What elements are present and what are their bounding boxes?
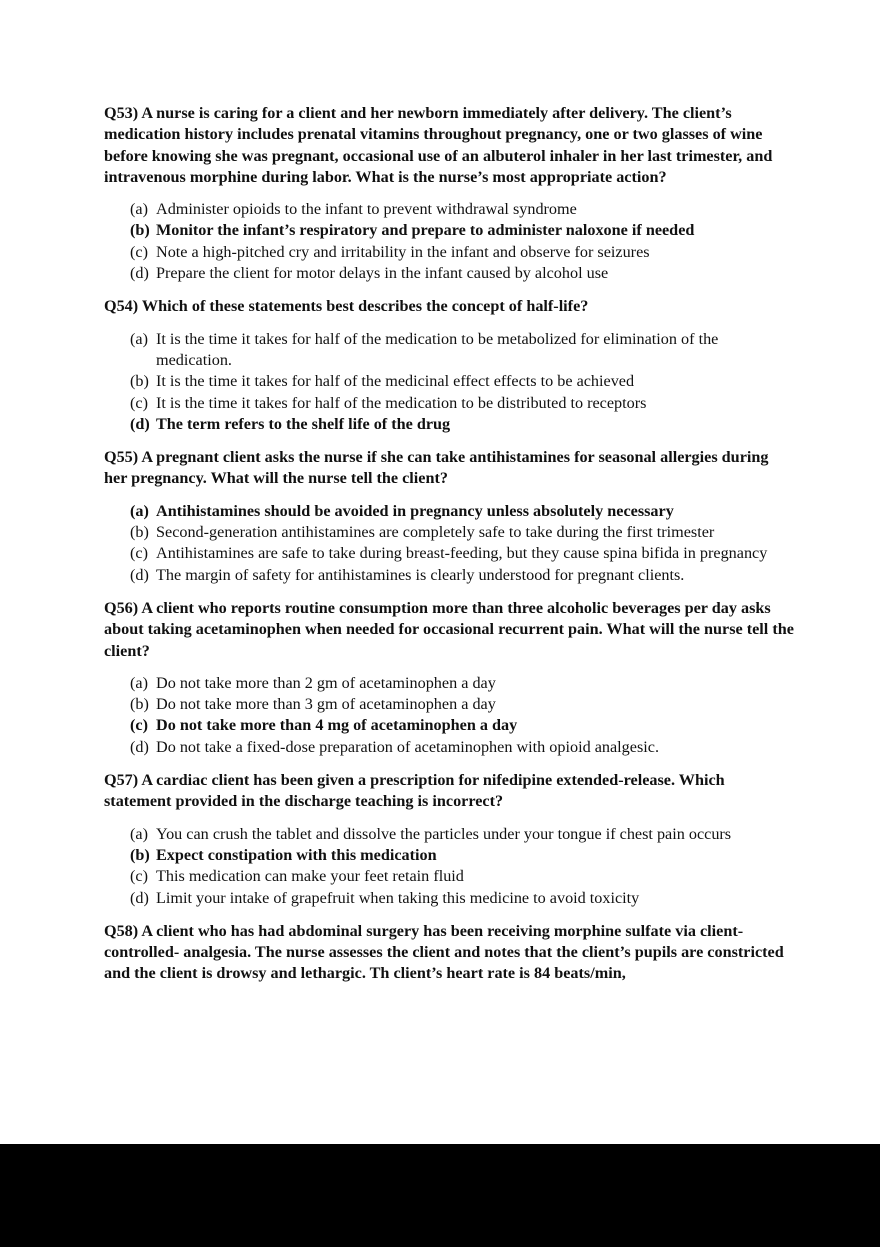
option-text: Expect constipation with this medication bbox=[156, 845, 437, 864]
option-c bbox=[130, 242, 794, 263]
option-a bbox=[130, 199, 794, 220]
question-text: Q58) A client who has had abdominal surgery has been receiving morphine sulfate via client-controlled- analgesia. The nurse assesses the client and notes that the client’s pupils are constricted and the client is drowsy and lethargic. Th client’s heart rate is 84 beats/min, bbox=[104, 921, 784, 983]
options-list bbox=[104, 824, 794, 909]
option-text: Antihistamines are safe to take during breast-feeding, but they cause spina bifida in pregnancy bbox=[156, 544, 768, 563]
question-q54 bbox=[104, 296, 794, 435]
option-letter: (d) bbox=[130, 264, 149, 283]
question-q56 bbox=[104, 598, 794, 758]
option-a bbox=[130, 329, 794, 372]
option-c bbox=[130, 866, 794, 887]
question-text: Q57) A cardiac client has been given a prescription for nifedipine extended-release. Which statement provided in the discharge teaching is incorrect? bbox=[104, 771, 725, 811]
option-letter: (a) bbox=[130, 824, 148, 843]
option-letter: (b) bbox=[130, 372, 149, 391]
options-list bbox=[104, 673, 794, 758]
option-letter: (d) bbox=[130, 565, 149, 584]
option-c bbox=[130, 543, 794, 564]
option-b bbox=[130, 371, 794, 392]
option-text: This medication can make your feet retain fluid bbox=[156, 867, 464, 886]
option-text: The margin of safety for antihistamines is clearly understood for pregnant clients. bbox=[156, 565, 685, 584]
black-letterbox-band bbox=[0, 1144, 880, 1247]
option-a-highlighted bbox=[130, 501, 794, 522]
option-d bbox=[130, 737, 794, 758]
option-letter: (c) bbox=[130, 242, 148, 261]
option-text: Do not take more than 4 mg of acetaminophen a day bbox=[156, 716, 518, 735]
option-text: It is the time it takes for half of the medication to be distributed to receptors bbox=[156, 393, 647, 412]
question-q53 bbox=[104, 103, 794, 284]
question-text: Q53) A nurse is caring for a client and her newborn immediately after delivery. The client’s medication history includes prenatal vitamins throughout pregnancy, one or two glasses of wine before knowing she was pregnant, occasional use of an albuterol inhaler in her last trimester, and intravenous morphine during labor. What is the nurse’s most appropriate action? bbox=[104, 104, 773, 186]
option-letter: (c) bbox=[130, 393, 148, 412]
option-letter: (c) bbox=[130, 867, 148, 886]
page-content bbox=[104, 103, 794, 997]
option-b-highlighted bbox=[130, 845, 794, 866]
option-letter: (a) bbox=[130, 501, 149, 520]
option-letter: (d) bbox=[130, 888, 149, 907]
option-a bbox=[130, 673, 794, 694]
option-letter: (d) bbox=[130, 414, 150, 433]
option-b bbox=[130, 522, 794, 543]
option-b-highlighted bbox=[130, 220, 794, 241]
option-text: You can crush the tablet and dissolve the particles under your tongue if chest pain occurs bbox=[156, 824, 732, 843]
options-list bbox=[104, 199, 794, 284]
options-list bbox=[104, 329, 794, 435]
option-text: Limit your intake of grapefruit when taking this medicine to avoid toxicity bbox=[156, 888, 640, 907]
option-letter: (a) bbox=[130, 200, 148, 219]
option-letter: (c) bbox=[130, 716, 148, 735]
option-d bbox=[130, 263, 794, 284]
option-letter: (b) bbox=[130, 695, 149, 714]
question-q58 bbox=[104, 921, 794, 985]
option-text: Note a high-pitched cry and irritability in the infant and observe for seizures bbox=[156, 242, 650, 261]
option-b bbox=[130, 694, 794, 715]
option-text: Monitor the infant’s respiratory and prepare to administer naloxone if needed bbox=[156, 221, 695, 240]
question-text: Q56) A client who reports routine consumption more than three alcoholic beverages per day asks about taking acetaminophen when needed for occasional recurrent pain. What will the nurse tell the client? bbox=[104, 598, 794, 660]
option-letter: (b) bbox=[130, 221, 150, 240]
option-letter: (b) bbox=[130, 523, 149, 542]
option-text: Administer opioids to the infant to prevent withdrawal syndrome bbox=[156, 200, 577, 219]
option-text: Second-generation antihistamines are completely safe to take during the first trimester bbox=[156, 523, 715, 542]
option-text: Do not take more than 2 gm of acetaminophen a day bbox=[156, 673, 496, 692]
option-text: The term refers to the shelf life of the drug bbox=[156, 414, 451, 433]
option-d-highlighted bbox=[130, 414, 794, 435]
question-q57 bbox=[104, 770, 794, 909]
option-c bbox=[130, 393, 794, 414]
option-text: It is the time it takes for half of the medicinal effect effects to be achieved bbox=[156, 372, 635, 391]
option-text: Do not take a fixed-dose preparation of acetaminophen with opioid analgesic. bbox=[156, 737, 659, 756]
option-d bbox=[130, 565, 794, 586]
question-text: Q54) Which of these statements best describes the concept of half-life? bbox=[104, 297, 589, 316]
option-letter: (c) bbox=[130, 544, 148, 563]
option-a bbox=[130, 824, 794, 845]
option-letter: (d) bbox=[130, 737, 149, 756]
option-letter: (a) bbox=[130, 329, 148, 348]
question-text: Q55) A pregnant client asks the nurse if she can take antihistamines for seasonal allergies during her pregnancy. What will the nurse tell the client? bbox=[104, 448, 769, 488]
option-letter: (b) bbox=[130, 845, 150, 864]
option-d bbox=[130, 888, 794, 909]
question-q55 bbox=[104, 447, 794, 586]
option-text: Do not take more than 3 gm of acetaminophen a day bbox=[156, 695, 496, 714]
option-c-highlighted bbox=[130, 715, 794, 736]
options-list bbox=[104, 501, 794, 586]
option-text: Prepare the client for motor delays in the infant caused by alcohol use bbox=[156, 264, 609, 283]
option-text: It is the time it takes for half of the medication to be metabolized for elimination of the medication. bbox=[156, 329, 719, 369]
option-text: Antihistamines should be avoided in pregnancy unless absolutely necessary bbox=[156, 501, 674, 520]
option-letter: (a) bbox=[130, 673, 148, 692]
